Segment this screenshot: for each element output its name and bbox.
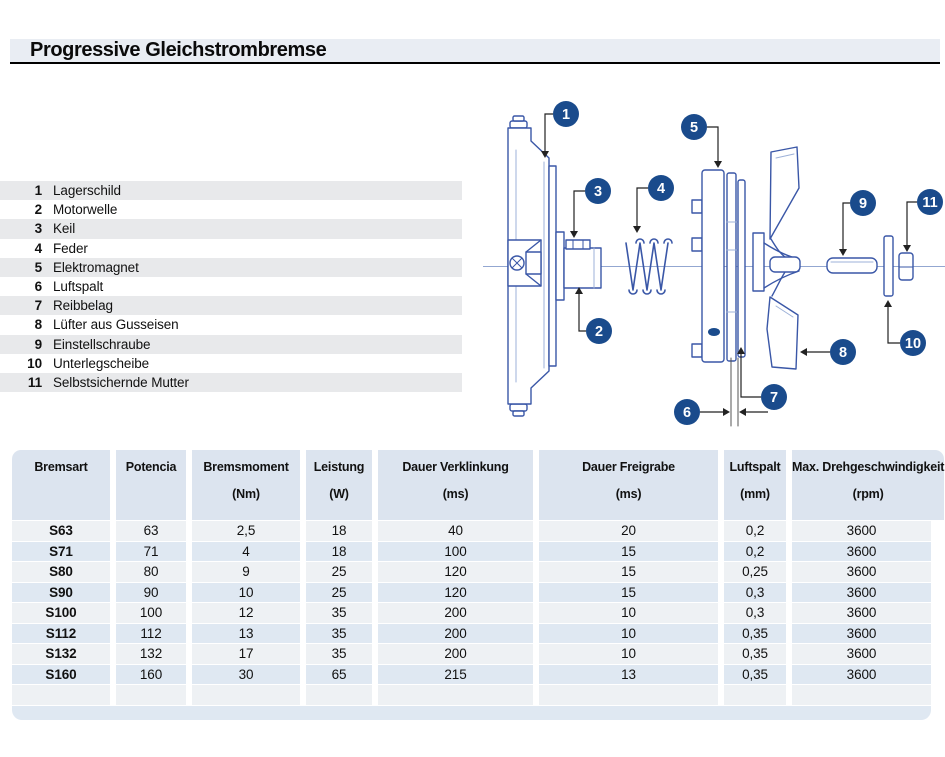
value-cell: 215: [378, 665, 533, 685]
brake-type-cell: S160: [12, 665, 110, 685]
value-cell: 3600: [792, 562, 931, 582]
parts-list-item-10: [0, 354, 462, 373]
column-header-5: [539, 450, 718, 520]
value-cell: 40: [378, 521, 533, 541]
part-number: 8: [34, 317, 42, 333]
value-cell: 3600: [792, 603, 931, 623]
title-rule: [10, 62, 940, 64]
column-name: Bremsmoment: [203, 460, 289, 474]
callout-3: [585, 178, 611, 204]
svg-text:11: 11: [922, 195, 938, 211]
value-cell: 0,3: [724, 603, 786, 623]
table-row-S112: [12, 624, 931, 644]
part-number: 10: [27, 355, 42, 371]
empty-cell: [724, 685, 786, 705]
column-unit: (ms): [442, 487, 469, 501]
part-label: Lüfter aus Gusseisen: [53, 317, 179, 333]
part-label: Lagerschild: [53, 183, 121, 198]
empty-cell: [192, 685, 300, 705]
spec-table-header: [12, 450, 945, 520]
part-motorwelle: [564, 248, 601, 288]
column-name: Leistung: [313, 460, 365, 474]
value-cell: 15: [539, 583, 718, 603]
value-cell: 4: [192, 542, 300, 562]
column-unit: (Nm): [232, 487, 260, 501]
value-cell: 0,2: [724, 542, 786, 562]
column-header-3: [306, 450, 372, 520]
table-row-S160: [12, 665, 931, 685]
svg-text:8: 8: [838, 345, 848, 361]
value-cell: 17: [192, 644, 300, 664]
empty-cell: [12, 685, 110, 705]
svg-text:3: 3: [593, 184, 603, 200]
part-number: 5: [34, 259, 42, 275]
value-cell: 15: [539, 542, 718, 562]
value-cell: 0,35: [724, 644, 786, 664]
value-cell: 0,35: [724, 624, 786, 644]
brake-type-cell: S132: [12, 644, 110, 664]
part-number: 9: [34, 336, 42, 352]
value-cell: 100: [116, 603, 186, 623]
value-cell: 13: [192, 624, 300, 644]
part-label: Elektromagnet: [53, 259, 139, 275]
value-cell: 3600: [792, 583, 931, 603]
value-cell: 3600: [792, 521, 931, 541]
value-cell: 160: [116, 665, 186, 685]
page-title: Progressive Gleichstrombremse: [30, 39, 327, 61]
column-header-7: [792, 450, 944, 520]
column-name: Dauer Verklinkung: [402, 460, 509, 474]
value-cell: 9: [192, 562, 300, 582]
callout-11: [917, 189, 943, 215]
brake-type-cell: S63: [12, 521, 110, 541]
part-reibbelag: [738, 180, 745, 357]
column-header-0: [12, 450, 110, 520]
value-cell: 30: [192, 665, 300, 685]
column-unit: (mm): [740, 487, 770, 501]
table-row-S100: [12, 603, 931, 623]
table-row-S71: [12, 542, 931, 562]
value-cell: 3600: [792, 542, 931, 562]
callout-6: [674, 399, 700, 425]
parts-list-item-2: [0, 200, 462, 219]
parts-list-item-8: [0, 315, 462, 334]
value-cell: 25: [306, 583, 372, 603]
callout-10: [900, 330, 926, 356]
column-unit: (ms): [615, 487, 642, 501]
value-cell: 120: [378, 583, 533, 603]
svg-text:4: 4: [656, 181, 666, 197]
part-label: Keil: [53, 221, 76, 237]
empty-cell: [116, 685, 186, 705]
callout-7: [761, 384, 787, 410]
value-cell: 0,35: [724, 665, 786, 685]
value-cell: 3600: [792, 644, 931, 664]
value-cell: 25: [306, 562, 372, 582]
parts-list-item-9: [0, 335, 462, 354]
brake-type-cell: S100: [12, 603, 110, 623]
table-row-S90: [12, 583, 931, 603]
value-cell: 18: [306, 542, 372, 562]
column-unit: (W): [329, 487, 349, 501]
part-number: 1: [34, 183, 42, 198]
column-name: Potencia: [125, 460, 177, 474]
part-number: 4: [34, 240, 42, 256]
column-name: Dauer Freigrabe: [582, 460, 675, 474]
title-band: [10, 39, 940, 62]
value-cell: 10: [539, 624, 718, 644]
parts-list: [0, 181, 462, 392]
callout-4: [648, 175, 674, 201]
svg-text:7: 7: [769, 390, 779, 406]
part-mutter: [899, 253, 913, 280]
table-row-S63: [12, 521, 931, 541]
part-lagerschild: [508, 116, 564, 416]
brake-type-cell: S71: [12, 542, 110, 562]
value-cell: 200: [378, 644, 533, 664]
value-cell: 120: [378, 562, 533, 582]
callout-2: [586, 318, 612, 344]
value-cell: 63: [116, 521, 186, 541]
part-keil: [566, 240, 590, 249]
value-cell: 90: [116, 583, 186, 603]
part-label: Luftspalt: [53, 278, 104, 294]
column-header-4: [378, 450, 533, 520]
part-number: 6: [34, 278, 42, 294]
svg-text:5: 5: [689, 120, 699, 136]
column-name: Bremsart: [34, 460, 88, 474]
part-einstellschraube: [827, 258, 877, 273]
svg-text:1: 1: [561, 107, 571, 123]
parts-list-item-1: [0, 181, 462, 200]
table-row-S132: [12, 644, 931, 664]
spec-table-footer-band: [12, 706, 931, 720]
value-cell: 13: [539, 665, 718, 685]
value-cell: 2,5: [192, 521, 300, 541]
luftspalt-gap-lines: [731, 358, 738, 426]
value-cell: 3600: [792, 665, 931, 685]
value-cell: 112: [116, 624, 186, 644]
value-cell: 20: [539, 521, 718, 541]
table-empty-row: [12, 685, 931, 705]
parts-list-item-7: [0, 296, 462, 315]
callout-5: [681, 114, 707, 140]
value-cell: 132: [116, 644, 186, 664]
value-cell: 0,3: [724, 583, 786, 603]
svg-text:10: 10: [904, 336, 922, 352]
callout-1: [553, 101, 579, 127]
value-cell: 0,25: [724, 562, 786, 582]
value-cell: 35: [306, 644, 372, 664]
parts-list-item-11: [0, 373, 462, 392]
value-cell: 10: [539, 603, 718, 623]
value-cell: 10: [539, 644, 718, 664]
part-number: 7: [34, 298, 42, 314]
part-number: 11: [27, 374, 42, 390]
callout-9: [850, 190, 876, 216]
value-cell: 0,2: [724, 521, 786, 541]
part-label: Motorwelle: [53, 202, 118, 218]
svg-text:6: 6: [682, 405, 692, 421]
part-luefter: [753, 147, 800, 369]
brake-type-cell: S90: [12, 583, 110, 603]
column-name: Max. Drehgeschwindigkeit: [792, 460, 945, 474]
value-cell: 18: [306, 521, 372, 541]
parts-list-item-6: [0, 277, 462, 296]
brake-type-cell: S112: [12, 624, 110, 644]
parts-list-item-3: [0, 219, 462, 238]
value-cell: 100: [378, 542, 533, 562]
value-cell: 35: [306, 603, 372, 623]
spec-table: [12, 450, 945, 720]
part-label: Reibbelag: [53, 298, 113, 314]
empty-cell: [306, 685, 372, 705]
part-label: Einstellschraube: [53, 336, 151, 352]
svg-text:9: 9: [858, 196, 868, 212]
value-cell: 12: [192, 603, 300, 623]
empty-cell: [378, 685, 533, 705]
column-header-2: [192, 450, 300, 520]
value-cell: 80: [116, 562, 186, 582]
spec-table-body: [12, 521, 931, 705]
column-header-1: [116, 450, 186, 520]
callout-8: [830, 339, 856, 365]
svg-text:2: 2: [594, 324, 604, 340]
part-label: Unterlegscheibe: [53, 355, 150, 371]
value-cell: 200: [378, 624, 533, 644]
part-number: 2: [34, 202, 42, 218]
part-unterlegscheibe: [884, 236, 893, 296]
part-label: Selbstsichernde Mutter: [53, 374, 189, 390]
value-cell: 65: [306, 665, 372, 685]
table-row-S80: [12, 562, 931, 582]
empty-cell: [539, 685, 718, 705]
parts-list-item-5: [0, 258, 462, 277]
column-unit: (rpm): [852, 487, 884, 501]
column-name: Luftspalt: [729, 460, 781, 474]
parts-list-item-4: [0, 239, 462, 258]
brake-type-cell: S80: [12, 562, 110, 582]
column-header-6: [724, 450, 786, 520]
value-cell: 200: [378, 603, 533, 623]
value-cell: 71: [116, 542, 186, 562]
value-cell: 15: [539, 562, 718, 582]
brake-exploded-diagram: [480, 90, 945, 440]
value-cell: 3600: [792, 624, 931, 644]
value-cell: 10: [192, 583, 300, 603]
part-number: 3: [34, 221, 42, 237]
value-cell: 35: [306, 624, 372, 644]
part-label: Feder: [53, 240, 88, 256]
empty-cell: [792, 685, 931, 705]
